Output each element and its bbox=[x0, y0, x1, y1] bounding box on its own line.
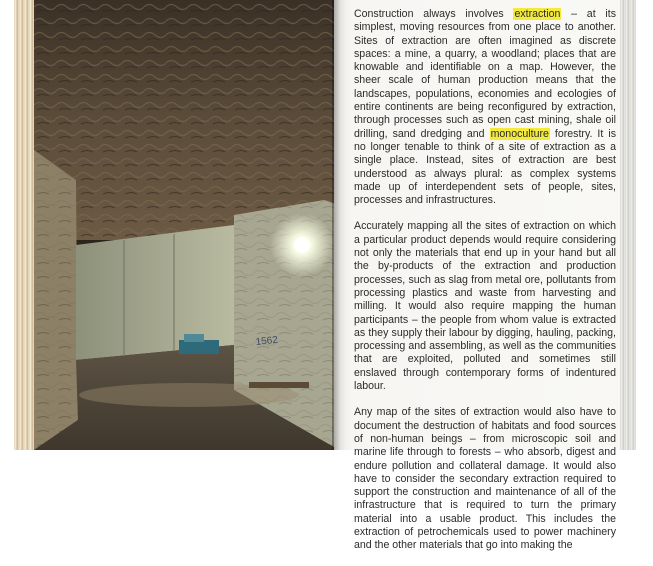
paragraph-1 bbox=[354, 8, 616, 207]
book-gutter bbox=[332, 0, 346, 450]
paragraph-3: Any map of the sites of extraction would also have to document the destruction of habitats and food sources of non-human beings – from microscopic soil and marine life through to forests – who absorb, digest and endure pollution and collateral damage. It would also have to consider the secondary extraction required to support the construction and maintenance of all of the infrastructure that is required to turn the primary material into a usable product. This includes the extraction of petrochemicals used to power machinery and the other materials that go into making the bbox=[354, 406, 616, 552]
paragraph-1-text-c: forestry. It is no longer tenable to think of a site of extraction as a single place. Instead, sites of extraction are best understood as always plural: as complex systems made up of interdependent sets of people, sites, processes and infrastructures. bbox=[354, 127, 617, 207]
right-page bbox=[334, 0, 626, 552]
body-text bbox=[354, 8, 616, 566]
highlight-extraction: extraction bbox=[514, 8, 561, 20]
highlight-monoculture: monoculture bbox=[490, 127, 549, 140]
paragraph-1-text-b: – at its simplest, moving resources from one place to another. Sites of extraction are often imagined as discrete spaces: a mine, a quarry, a woodland; places that are knowable and identifiable on a map. However, the sheer scale of human production means that the landscapes, populations, economies and ecologies of entire continents are being reconfigured by extraction, through processes such as open cast mining, shale oil drilling, sand dredging and bbox=[354, 8, 616, 140]
book-spread bbox=[14, 0, 634, 552]
wall-number-marking: 1562 bbox=[255, 334, 279, 348]
left-page bbox=[34, 0, 339, 450]
paragraph-1-text-a: Construction always involves bbox=[354, 8, 514, 20]
right-page-edges bbox=[620, 0, 636, 450]
paragraph-2: Accurately mapping all the sites of extraction on which a particular product depends would require considering not only the materials that end up in your hand but all the by-products of the extraction and production processes, such as slag from metal ore, pollutants from processing plastics and waste from harvesting and milling. It would also require mapping the human participants – the people from whom value is extracted as they supply their labour by digging, hauling, packing, processing and assembling, as well as the communities that are exploited, polluted and sometimes still enslaved through contemporary forms of indentured labour. bbox=[354, 220, 616, 393]
underground-quarry-photo bbox=[34, 0, 339, 450]
